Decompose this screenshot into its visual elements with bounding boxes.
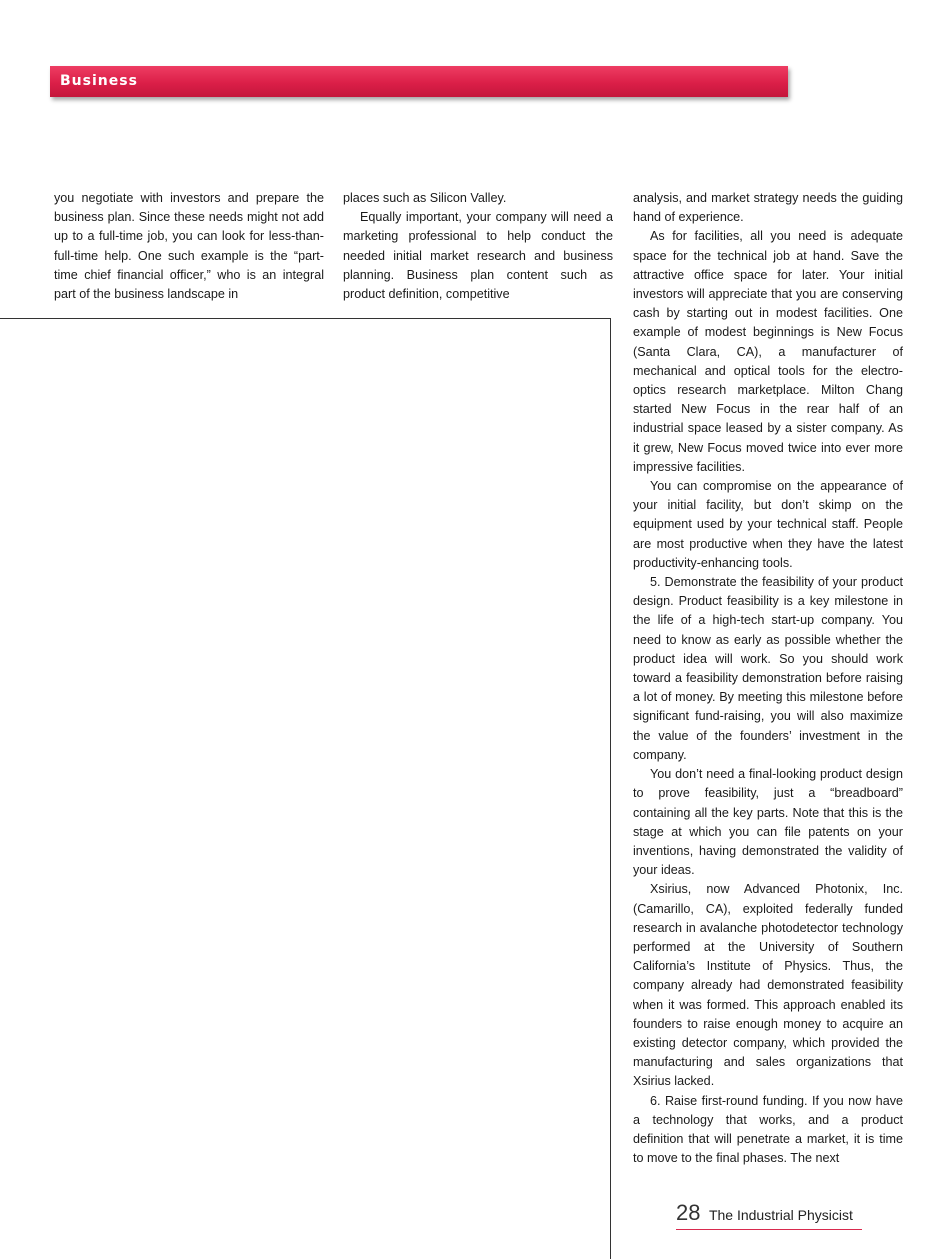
paragraph: 6. Raise first-round funding. If you now have a technology that works, and a product definition that will penetrate a market, it is time to move to the final phases. The next [633,1093,903,1166]
figure-frame [0,318,611,1259]
paragraph: places such as Silicon Valley. [343,191,507,205]
publication-name: The Industrial Physicist [708,1207,853,1223]
section-banner [50,66,788,97]
paragraph: you negotiate with investors and prepare the business plan. Since these needs might not add up to a full-time job, you can look for less-than-full-time help. One such example is the “part-time chief financial officer,” who is an integral part of the business landscape in [54,191,324,302]
paragraph: As for facilities, all you need is adequate space for the technical job at hand. Save the attractive office space for later. Your initial investors will appreciate that you are conserving cash by starting out in modest facilities. One example of modest beginnings is New Focus (Santa Clara, CA), a manufacturer of mechanical and optical tools for the electro-optics research marketplace. Milton Chang started New Focus in the rear half of an industrial space leased by a sister company. As it grew, New Focus moved twice into ever more impressive facilities. [633,229,903,474]
paragraph: Xsirius, now Advanced Photonix, Inc. (Camarillo, CA), exploited federally funded research in avalanche photodetector technology performed at the University of Southern California’s Institute of Physics. Thus, the company already had demonstrated feasibility when it was formed. This approach enabled its founders to raise enough money to acquire an existing detector company, which provided the manufacturing and sales organizations that Xsirius lacked. [633,882,903,1089]
section-label: Business [60,73,138,89]
text-column-2 [343,189,613,304]
text-column-3 [633,189,903,1168]
text-column-1 [54,189,324,304]
paragraph: You don’t need a final-looking product design to prove feasibility, just a “breadboard” containing all the key parts. Note that this is the stage at which you can file patents on your inventions, having demonstrated the validity of your ideas. [633,767,903,878]
paragraph: analysis, and market strategy needs the guiding hand of experience. [633,191,903,225]
page-footer [676,1200,862,1230]
paragraph: Equally important, your company will need a marketing professional to help conduct the needed initial market research and business planning. Business plan content such as product definition, competitive [343,210,613,302]
page-number: 28 [676,1200,701,1225]
paragraph: 5. Demonstrate the feasibility of your product design. Product feasibility is a key milestone in the life of a high-tech start-up company. You need to know as early as possible whether the product idea will work. So you should work toward a feasibility demonstration before raising a lot of money. By meeting this milestone before significant fund-raising, you will also maximize the value of the founders’ investment in the company. [633,575,903,762]
paragraph: You can compromise on the appearance of your initial facility, but don’t skimp on the equipment used by your technical staff. People are most productive when they have the latest productivity-enhancing tools. [633,479,903,570]
